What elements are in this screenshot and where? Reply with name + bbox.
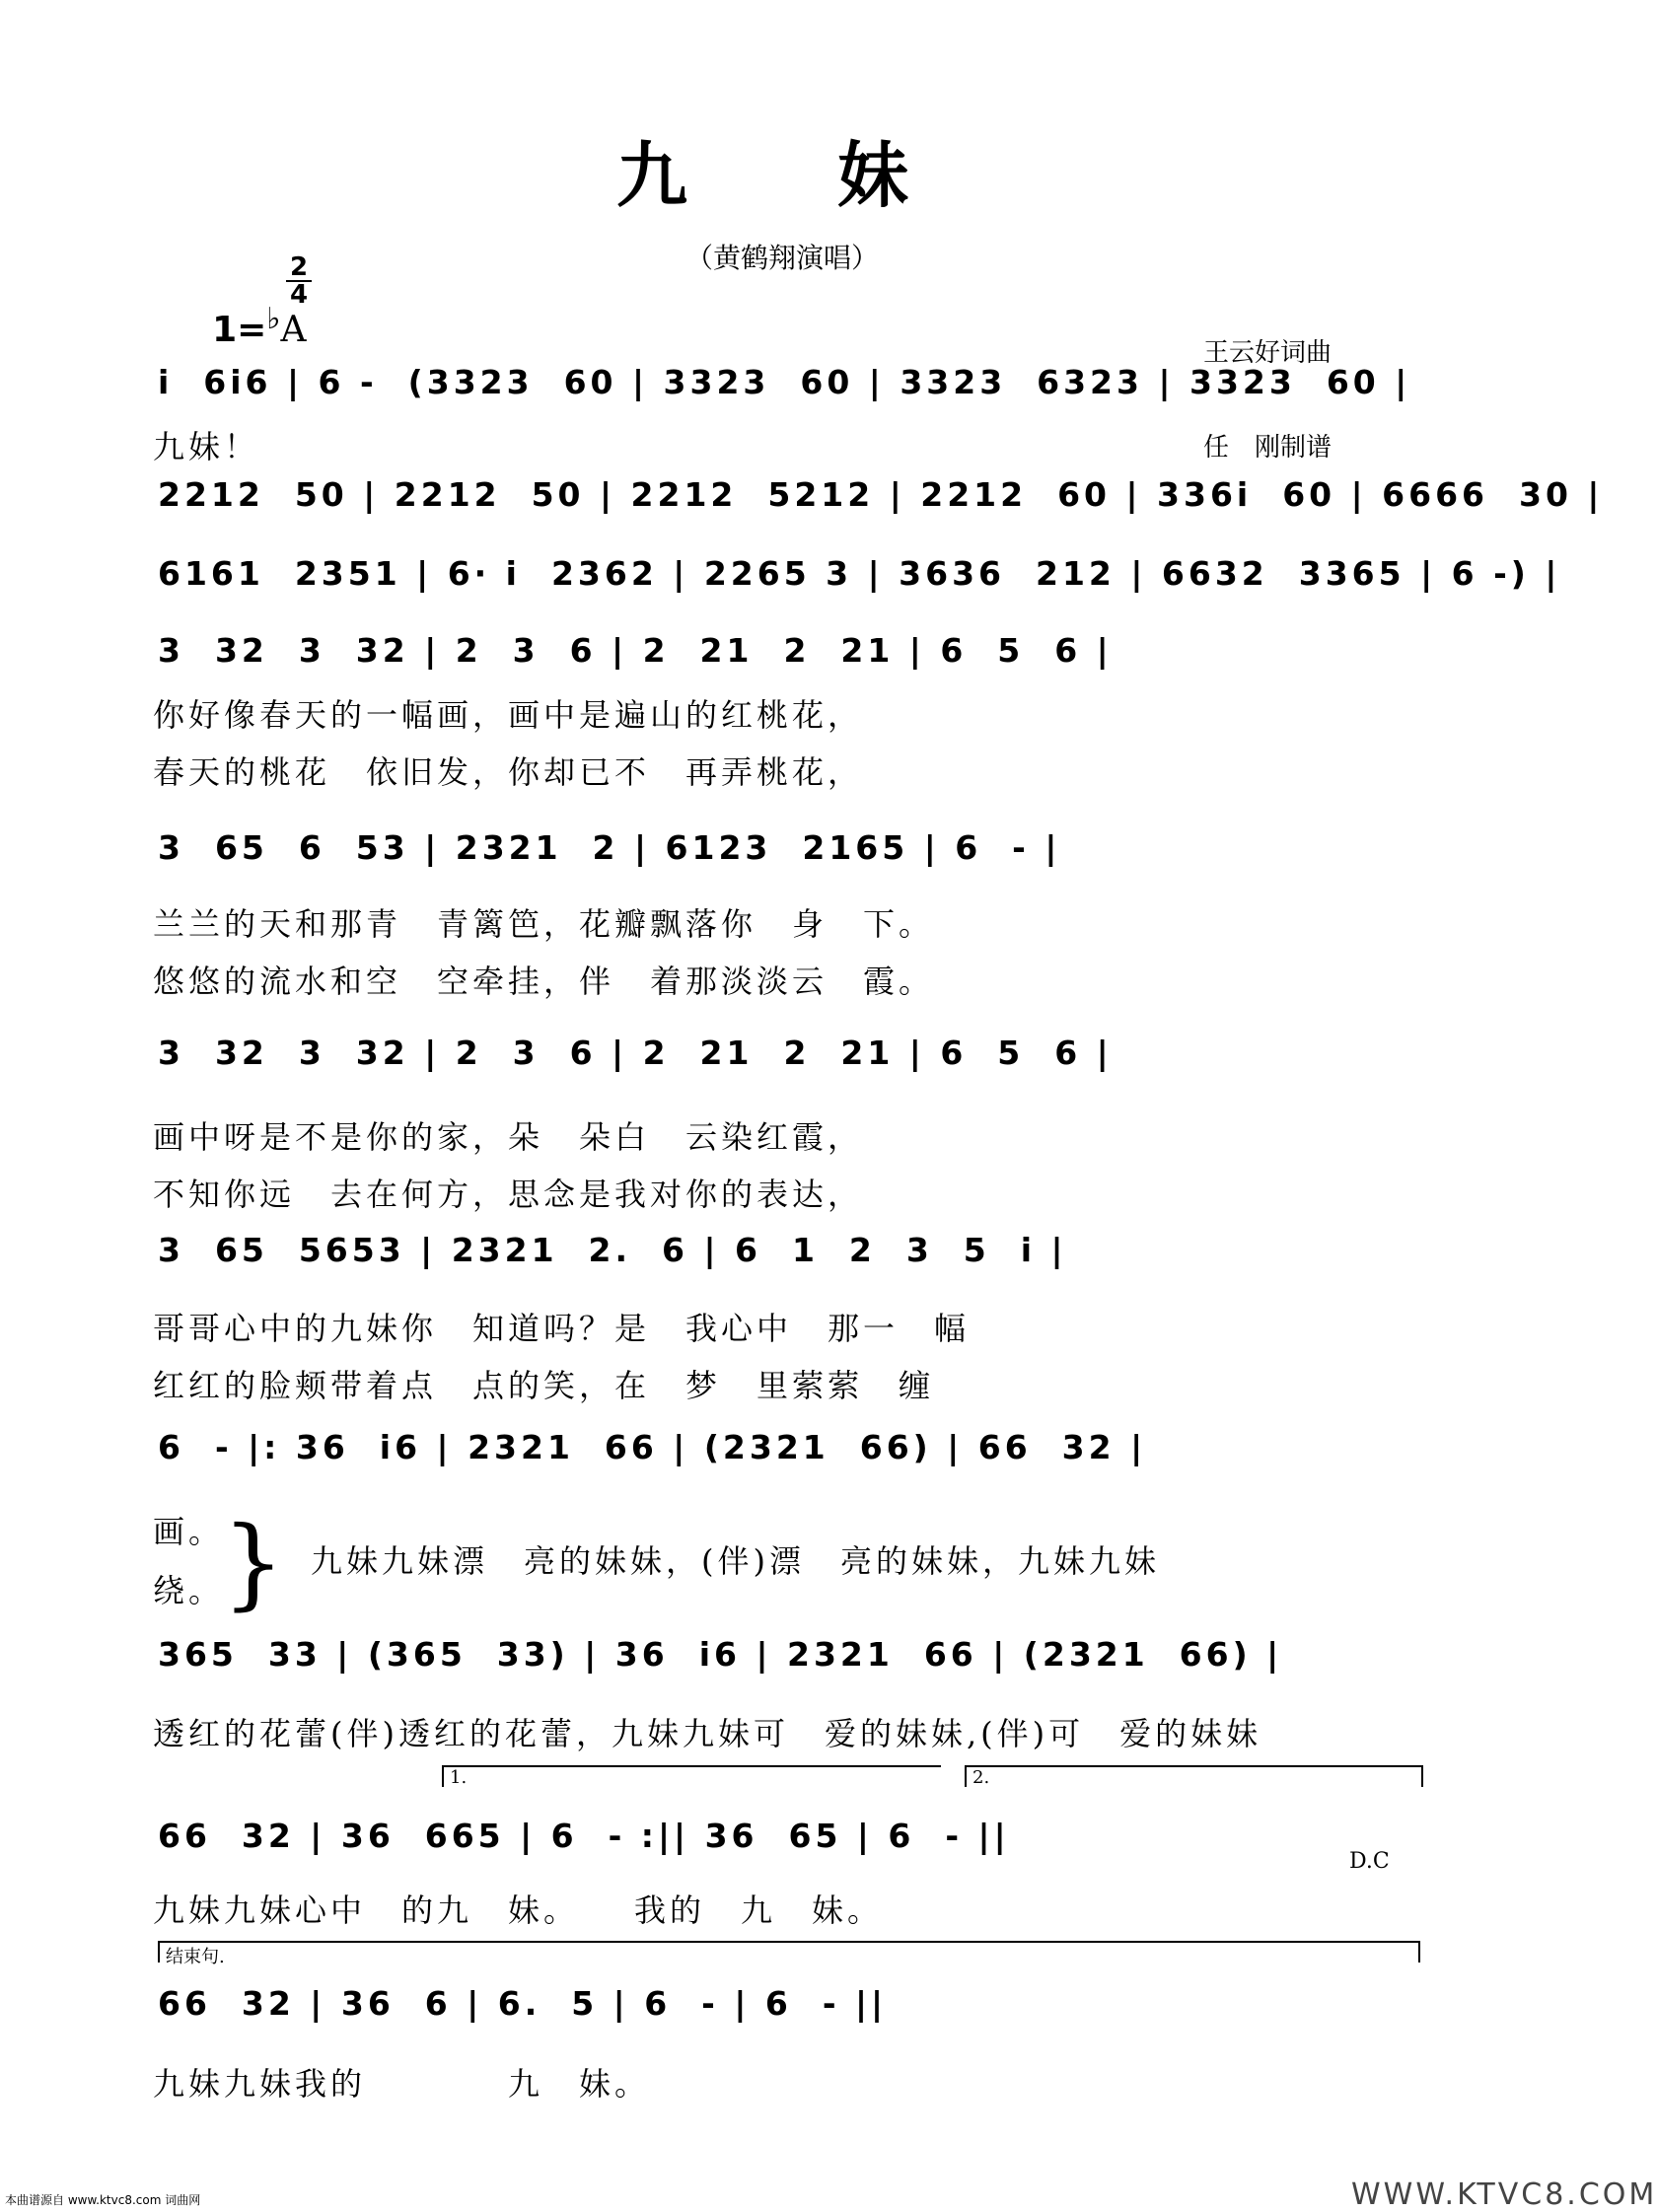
notation-row-3: 6161 2351 | 6· i 2362 | 2265 3 | 3636 212 | 6632 3365 | 6 -) | — [158, 554, 1561, 593]
lyric-row-8b: 绕。 — [153, 1572, 225, 1609]
footer-watermark: WWW.KTVC8.COM — [1351, 2177, 1657, 2212]
lyric-row-11: 九妹九妹我的 九 妹。 — [153, 2065, 651, 2103]
credits-lyrics-music: 王云好词曲 — [1203, 338, 1333, 368]
footer-source: 本曲谱源自 www.ktvc8.com 词曲网 — [5, 2193, 201, 2207]
lyric-row-8c: 九妹九妹漂 亮的妹妹，(伴)漂 亮的妹妹，九妹九妹 — [311, 1542, 1160, 1580]
lyric-row-5a: 兰兰的天和那青 青篱笆，花瓣飘落你 身 下。 — [153, 905, 935, 943]
lyric-row-7a: 哥哥心中的九妹你 知道吗？是 我心中 那一 幅 — [153, 1310, 971, 1347]
notation-row-8: 6 - |: 36 i6 | 2321 66 | (2321 66) | 66 32 | — [158, 1428, 1147, 1466]
key-note: A — [280, 310, 307, 350]
lyric-row-7b: 红红的脸颊带着点 点的笑，在 梦 里萦萦 缠 — [153, 1367, 935, 1404]
notation-row-6: 3 32 3 32 | 2 3 6 | 2 21 2 21 | 6 5 6 | — [158, 1034, 1113, 1072]
verse-brace: } — [222, 1505, 285, 1620]
song-title: 九 妹 — [615, 133, 948, 217]
lyric-row-6a: 画中呀是不是你的家，朵 朵白 云染红霞， — [153, 1118, 864, 1156]
dc-marking: D.C — [1349, 1849, 1390, 1874]
lyric-row-4a: 你好像春天的一幅画，画中是遍山的红桃花， — [153, 696, 864, 734]
notation-row-10: 66 32 | 36 665 | 6 - :|| 36 65 | 6 - || — [158, 1817, 1010, 1855]
lyric-row-1: 九妹！ — [153, 428, 260, 465]
lyric-row-10: 九妹九妹心中 的九 妹。 我的 九 妹。 — [153, 1891, 884, 1929]
notation-row-7: 3 65 5653 | 2321 2. 6 | 6 1 2 3 5 i | — [158, 1231, 1067, 1269]
final-phrase-bracket: 结束句. — [158, 1941, 1420, 1962]
notation-row-11: 66 32 | 36 6 | 6. 5 | 6 - | 6 - || — [158, 1984, 888, 2023]
lyric-row-8a: 画。 — [153, 1513, 225, 1550]
notation-row-9: 365 33 | (365 33) | 36 i6 | 2321 66 | (2321 66) | — [158, 1635, 1283, 1674]
lyric-row-6b: 不知你远 去在何方，思念是我对你的表达， — [153, 1176, 864, 1213]
performer-subtitle: （黄鹤翔演唱） — [684, 242, 879, 274]
credits-transcriber: 任 刚制谱 — [1203, 433, 1333, 463]
time-signature — [286, 254, 312, 308]
time-bottom: 4 — [286, 280, 312, 308]
notation-row-1: i 6i6 | 6 - (3323 60 | 3323 60 | 3323 6323 | 3323 60 | — [158, 363, 1411, 401]
notation-row-5: 3 65 6 53 | 2321 2 | 6123 2165 | 6 - | — [158, 828, 1061, 867]
second-ending-bracket: 2. — [965, 1765, 1423, 1787]
time-top: 2 — [289, 252, 309, 282]
notation-row-4: 3 32 3 32 | 2 3 6 | 2 21 2 21 | 6 5 6 | — [158, 631, 1113, 670]
first-ending-bracket: 1. — [442, 1765, 941, 1787]
lyric-row-9: 透红的花蕾(伴)透红的花蕾，九妹九妹可 爱的妹妹,(伴)可 爱的妹妹 — [153, 1715, 1262, 1752]
lyric-row-4b: 春天的桃花 依旧发，你却已不 再弄桃花， — [153, 753, 864, 791]
key-prefix: 1= — [212, 310, 267, 350]
lyric-row-5b: 悠悠的流水和空 空牵挂，伴 着那淡淡云 霞。 — [153, 963, 935, 1000]
notation-row-2: 2212 50 | 2212 50 | 2212 5212 | 2212 60 | 336i 60 | 6666 30 | — [158, 475, 1604, 514]
flat-sign: ♭ — [266, 302, 281, 336]
